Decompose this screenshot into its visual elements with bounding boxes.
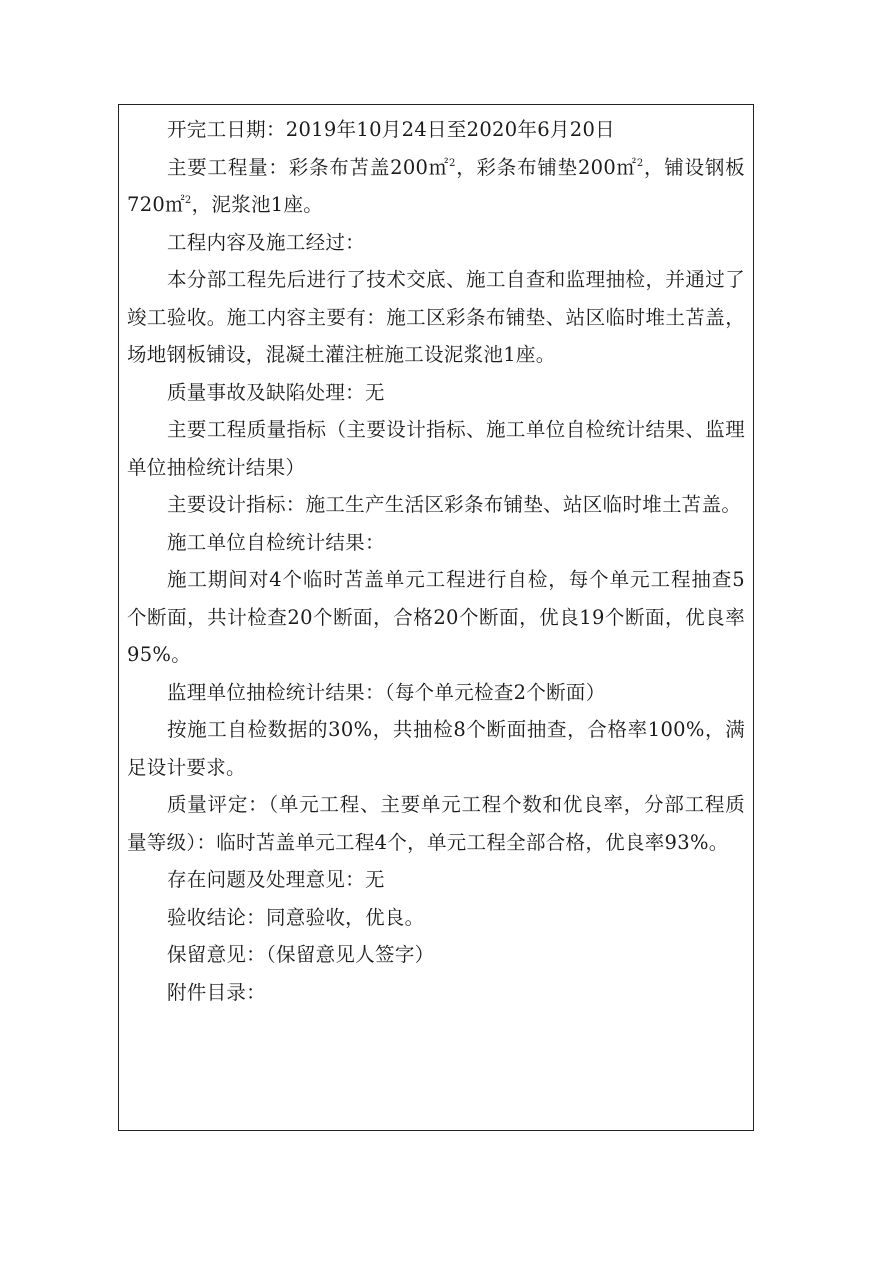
- quantity-text-4: ，泥浆池1座。: [191, 193, 324, 216]
- issues: 存在问题及处理意见：无: [166, 868, 385, 891]
- quantity-text-3: ，铺设钢板720㎡: [127, 155, 745, 216]
- quality-indicators-heading: 主要工程质量指标（主要设计指标、施工单位自检统计结果、监理单位抽检统计结果）: [127, 418, 745, 479]
- self-check-heading: 施工单位自检统计结果：: [166, 530, 385, 554]
- supervision-body: 按施工自检数据的30%，共抽检8个断面抽查，合格率100%，满足设计要求。: [127, 718, 745, 779]
- design-indicators: 主要设计指标：施工生产生活区彩条布铺垫、站区临时堆土苫盖。: [166, 493, 742, 516]
- self-check-body: 施工期间对4个临时苫盖单元工程进行自检，每个单元工程抽查5个断面，共计检查20个断面，合格20个断面，优良19个断面，优良率95%。: [127, 568, 745, 666]
- quantity-text-1: 主要工程量：彩条布苫盖200㎡: [166, 155, 450, 179]
- quality-accidents: 质量事故及缺陷处理：无: [166, 380, 385, 404]
- work-content-heading: 工程内容及施工经过：: [166, 230, 365, 254]
- start-end-date: 开完工日期：2019年10月24日至2020年6月20日: [166, 118, 615, 141]
- quantity-text-2: ，彩条布铺垫200㎡: [455, 155, 637, 179]
- acceptance-conclusion: 验收结论：同意验收，优良。: [166, 905, 425, 929]
- quality-rating: 质量评定：（单元工程、主要单元工程个数和优良率，分部工程质量等级）：临时苫盖单元工程4个，单元工程全部合格，优良率93%。: [127, 793, 745, 854]
- superscript-2: 2: [449, 157, 456, 169]
- reservations: 保留意见：（保留意见人签字）: [166, 943, 435, 966]
- supervision-heading: 监理单位抽检统计结果：（每个单元检查2个断面）: [166, 680, 606, 704]
- superscript-2: 2: [184, 195, 192, 206]
- superscript-2: 2: [636, 157, 644, 169]
- document-body: [119, 111, 753, 1011]
- main-quantities: [127, 149, 745, 224]
- document-frame: [118, 104, 754, 1131]
- attachments: 附件目录：: [166, 980, 266, 1004]
- work-content-body: 本分部工程先后进行了技术交底、施工自查和监理抽检，并通过了竣工验收。施工内容主要有：施工区彩条布铺垫、站区临时堆土苫盖，场地钢板铺设，混凝土灌注桩施工设泥浆池1座。: [127, 268, 745, 366]
